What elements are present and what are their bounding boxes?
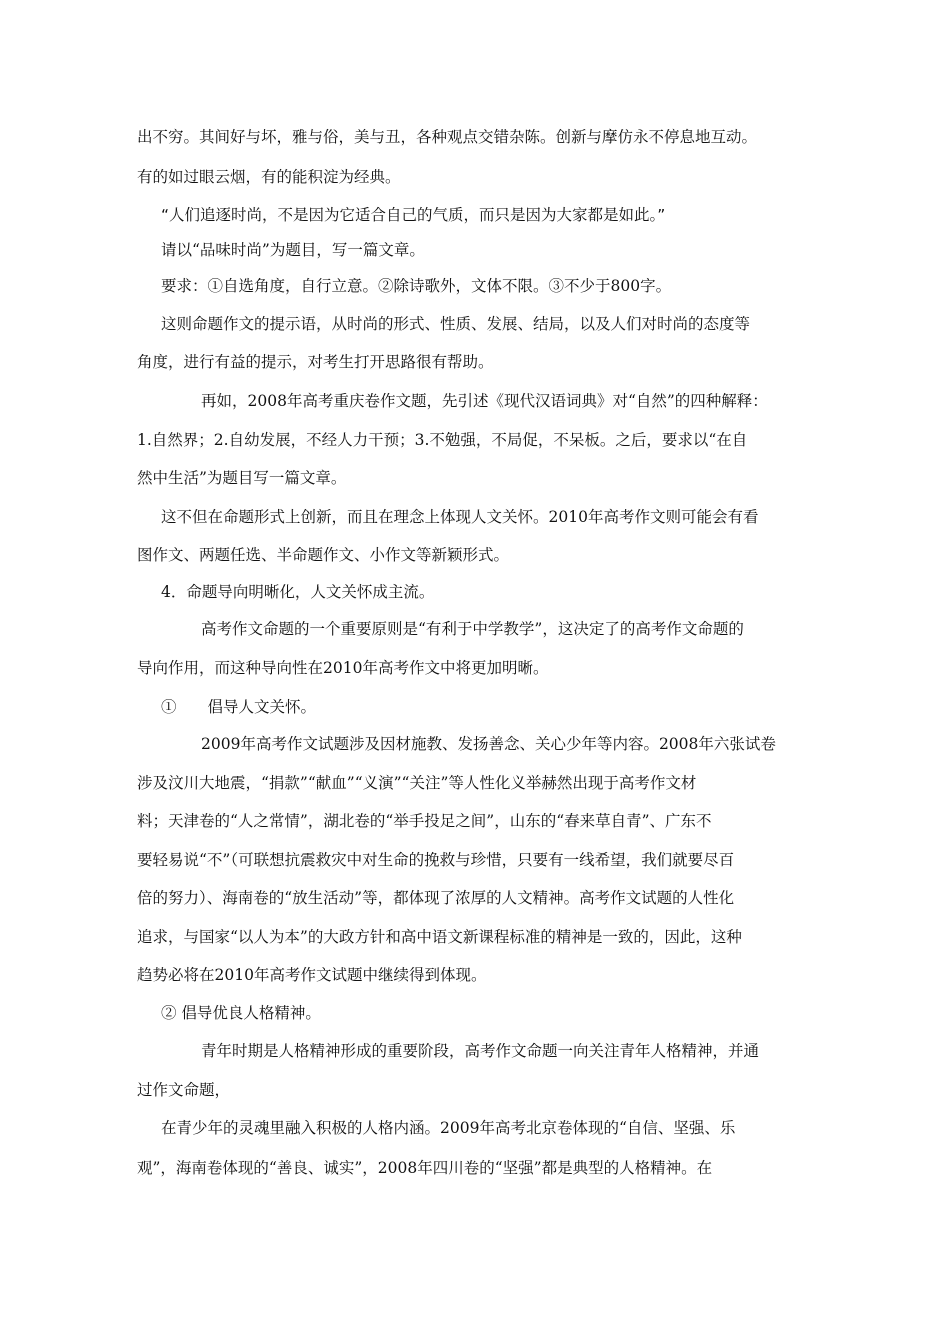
text-line: 有的如过眼云烟，有的能积淀为经典。 xyxy=(137,168,401,186)
text-line: 1.自然界；2.自幼发展，不经人力干预；3.不勉强，不局促，不呆板。之后，要求以“在自 xyxy=(137,431,748,449)
text-line: 趋势必将在2010年高考作文试题中继续得到体现。 xyxy=(137,966,487,984)
text-line: 请以“品味时尚”为题目，写一篇文章。 xyxy=(161,241,425,259)
text-line: 出不穷。其间好与坏，雅与俗，美与丑，各种观点交错杂陈。创新与摩仿永不停息地互动。 xyxy=(137,128,758,146)
text-line: 料；天津卷的“人之常情”，湖北卷的“举手投足之间”，山东的“春来草自青”、广东不 xyxy=(137,812,712,830)
text-line: 青年时期是人格精神形成的重要阶段，高考作文命题一向关注青年人格精神，并通 xyxy=(201,1042,760,1060)
text-line: 4．命题导向明晰化，人文关怀成主流。 xyxy=(161,583,435,601)
text-line: ② 倡导优良人格精神。 xyxy=(161,1004,321,1022)
text-line: ① 倡导人文关怀。 xyxy=(161,698,317,716)
text-line: 涉及汶川大地震，“捐款”“献血”“义演”“关注”等人性化义举赫然出现于高考作文材 xyxy=(137,774,697,792)
text-line: 角度，进行有益的提示，对考生打开思路很有帮助。 xyxy=(137,353,494,371)
text-line: 2009年高考作文试题涉及因材施教、发扬善念、关心少年等内容。2008年六张试卷 xyxy=(201,735,776,753)
text-line: 这则命题作文的提示语，从时尚的形式、性质、发展、结局，以及人们对时尚的态度等 xyxy=(161,315,751,333)
text-line: 导向作用，而这种导向性在2010年高考作文中将更加明晰。 xyxy=(137,659,549,677)
text-line: 过作文命题， xyxy=(137,1081,231,1099)
text-line: “人们追逐时尚，不是因为它适合自己的气质，而只是因为大家都是如此。” xyxy=(161,206,666,224)
text-line: 图作文、两题任选、半命题作文、小作文等新颖形式。 xyxy=(137,546,510,564)
text-line: 然中生活”为题目写一篇文章。 xyxy=(137,469,347,487)
text-line: 高考作文命题的一个重要原则是“有利于中学教学”，这决定了的高考作文命题的 xyxy=(201,620,744,638)
text-line: 这不但在命题形式上创新，而且在理念上体现人文关怀。2010年高考作文则可能会有看 xyxy=(161,508,759,526)
text-line: 要轻易说“不”（可联想抗震救灾中对生命的挽救与珍惜，只要有一线希望，我们就要尽百 xyxy=(137,851,735,869)
text-line: 追求，与国家“以人为本”的大政方针和高中语文新课程标准的精神是一致的，因此，这种 xyxy=(137,928,742,946)
text-line: 倍的努力）、海南卷的“放生活动”等，都体现了浓厚的人文精神。高考作文试题的人性化 xyxy=(137,889,735,907)
text-line: 观”，海南卷体现的“善良、诚实”，2008年四川卷的“坚强”都是典型的人格精神。在 xyxy=(137,1159,713,1177)
text-line: 再如，2008年高考重庆卷作文题，先引述《现代汉语词典》对“自然”的四种解释： xyxy=(201,392,768,410)
text-line: 要求：①自选角度，自行立意。②除诗歌外，文体不限。③不少于800字。 xyxy=(161,277,672,295)
text-line: 在青少年的灵魂里融入积极的人格内涵。2009年高考北京卷体现的“自信、坚强、乐 xyxy=(161,1119,736,1137)
